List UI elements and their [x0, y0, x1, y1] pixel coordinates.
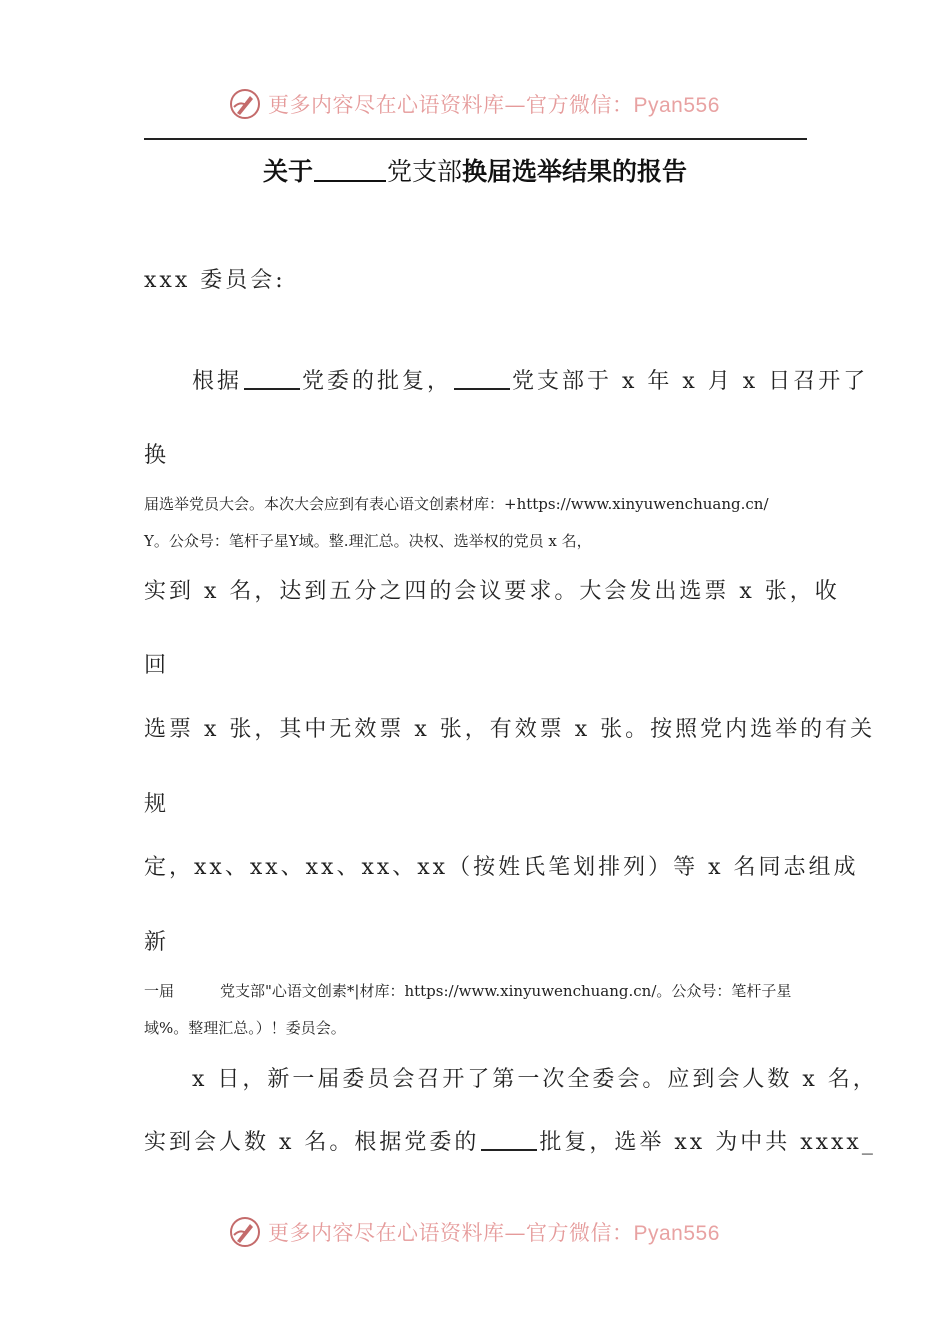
- title-blank: [314, 158, 386, 182]
- body-line-5: 实到 x 名，达到五分之四的会议要求。大会发出选票 x 张，收: [144, 579, 840, 604]
- body-line-12: 域%。整理汇总。）！委员会。: [144, 1019, 346, 1037]
- body-line-13: x 日，新一届委员会召开了第一次全委会。应到会人数 x 名，: [192, 1067, 878, 1092]
- body-line-2: 换: [144, 443, 170, 468]
- header-banner: [0, 84, 950, 124]
- blank-1: [244, 370, 300, 390]
- body-line-6: 回: [144, 653, 170, 678]
- body-line-8: 规: [144, 792, 170, 817]
- blank-3: [481, 1131, 537, 1151]
- wechat-id: Pyan556: [633, 1222, 720, 1245]
- body-line-14: 实到会人数 x 名。根据党委的 批复，选举 xx 为中共 xxxx_: [144, 1130, 876, 1155]
- body-line-7: 选票 x 张，其中无效票 x 张，有效票 x 张。按照党内选举的有关: [144, 717, 876, 742]
- pen-logo-icon: [228, 1215, 262, 1249]
- banner-text: 更多内容尽在心语资料库—官方微信：Pyan556: [268, 1221, 720, 1245]
- body-line-10: 新: [144, 930, 170, 955]
- blank-2: [454, 370, 510, 390]
- wechat-id: Pyan556: [633, 94, 720, 117]
- pen-logo-icon: [228, 87, 262, 121]
- salutation: xxx 委员会:: [144, 268, 286, 293]
- footer-banner: [0, 1212, 950, 1252]
- header-rule: [144, 138, 807, 140]
- banner-text: 更多内容尽在心语资料库—官方微信：Pyan556: [268, 93, 720, 117]
- body-line-11: 一届 党支部"心语文创素*|材库：https://www.xinyuwenchuang.cn/。公众号：笔杆子星: [144, 982, 792, 1000]
- body-line-9: 定，xx、xx、xx、xx、xx（按姓氏笔划排列）等 x 名同志组成: [144, 855, 859, 880]
- body-line-1: 根据 党委的批复， 党支部于 x 年 x 月 x 日召开了: [192, 369, 869, 394]
- body-line-4: Y。公众号：笔杆子星Y域。整.理汇总。决权、选举权的党员 x 名，: [144, 532, 592, 550]
- page-title: 关于 党支部换届选举结果的报告: [262, 157, 688, 186]
- body-line-3: 届选举党员大会。本次大会应到有表心语文创素材库：+https://www.xinyuwenchuang.cn/: [144, 495, 769, 513]
